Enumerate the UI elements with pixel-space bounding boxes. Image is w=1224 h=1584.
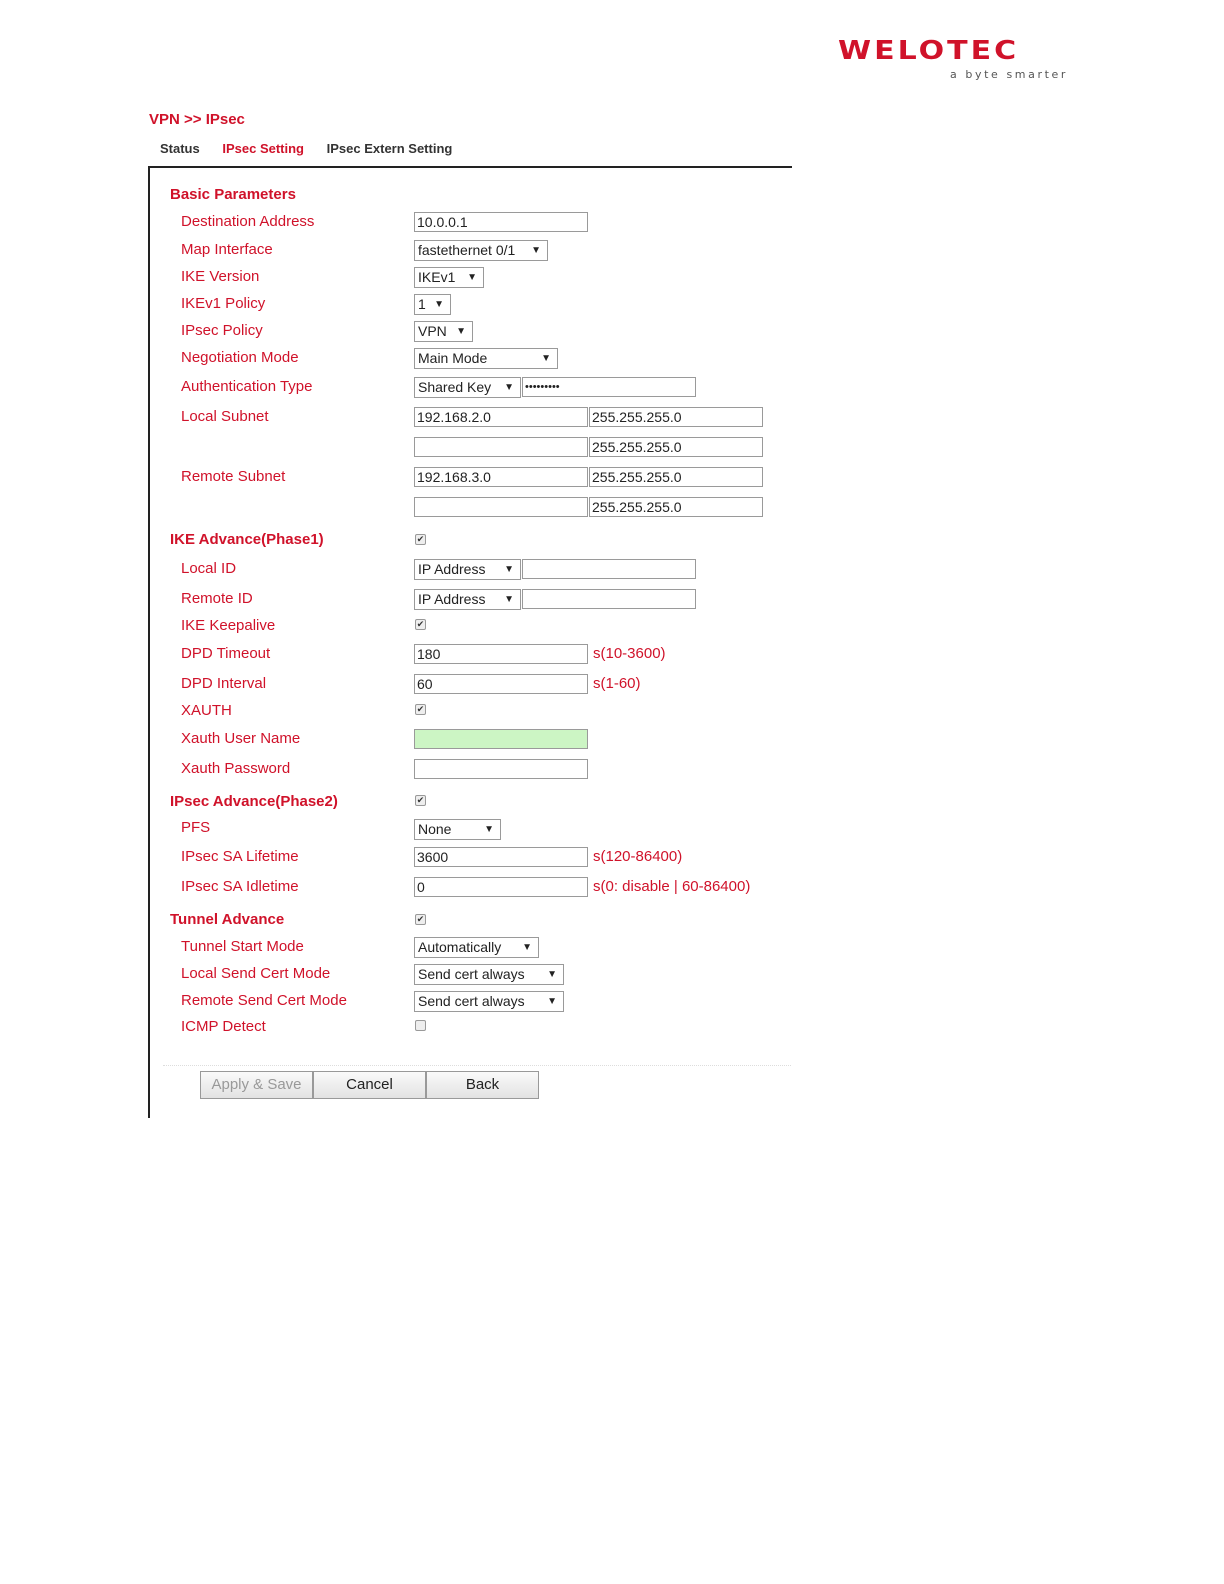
ipsec-sa-idletime-input[interactable]: 0 — [414, 877, 588, 897]
ike-advance-checkbox[interactable] — [415, 534, 426, 545]
ike-keepalive-checkbox[interactable] — [415, 619, 426, 630]
panel-top-border — [149, 166, 792, 168]
label-ike-version: IKE Version — [181, 268, 260, 285]
negotiation-mode-value: Main Mode — [418, 350, 488, 366]
remote-id-type-select[interactable] — [414, 589, 521, 610]
pfs-value: None — [418, 821, 452, 837]
ipsec-sa-lifetime-input[interactable]: 3600 — [414, 847, 588, 867]
label-remote-subnet: Remote Subnet — [181, 468, 286, 485]
ike-version-select[interactable] — [414, 267, 484, 288]
label-ipsec-sa-lifetime: IPsec SA Lifetime — [181, 848, 299, 865]
tab-status[interactable]: Status — [160, 141, 200, 156]
back-button[interactable]: Back — [426, 1071, 539, 1099]
remote-send-cert-mode-select[interactable] — [414, 991, 564, 1012]
label-local-subnet: Local Subnet — [181, 408, 269, 425]
label-ikev1-policy: IKEv1 Policy — [181, 295, 266, 312]
local-id-type-select[interactable] — [414, 559, 521, 580]
local-id-input[interactable] — [522, 559, 696, 579]
ike-version-value: IKEv1 — [418, 269, 456, 285]
label-xauth-password: Xauth Password — [181, 760, 291, 777]
apply-save-button[interactable]: Apply & Save — [200, 1071, 313, 1099]
dpd-timeout-input[interactable]: 180 — [414, 644, 588, 664]
ipsec-sa-idletime-hint: s(0: disable | 60-86400) — [593, 878, 751, 895]
xauth-password-input[interactable] — [414, 759, 588, 779]
chevron-down-icon: ▼ — [484, 824, 494, 835]
dpd-interval-input[interactable]: 60 — [414, 674, 588, 694]
xauth-user-name-input[interactable] — [414, 729, 588, 749]
cancel-button[interactable]: Cancel — [313, 1071, 426, 1099]
local-send-cert-mode-select[interactable] — [414, 964, 564, 985]
local-subnet-mask-input[interactable]: 255.255.255.0 — [589, 407, 763, 427]
label-xauth-user-name: Xauth User Name — [181, 730, 301, 747]
local-id-type-value: IP Address — [418, 561, 486, 577]
logo-tagline: a byte smarter — [949, 68, 1068, 81]
button-separator — [163, 1065, 791, 1066]
label-destination-address: Destination Address — [181, 213, 315, 230]
pfs-select[interactable] — [414, 819, 501, 840]
check-icon: ✔ — [416, 619, 425, 629]
label-pfs: PFS — [181, 819, 211, 836]
label-map-interface: Map Interface — [181, 241, 273, 258]
label-icmp-detect: ICMP Detect — [181, 1018, 266, 1035]
ipsec-policy-select[interactable] — [414, 321, 473, 342]
breadcrumb: VPN >> IPsec — [149, 111, 245, 128]
chevron-down-icon: ▼ — [504, 564, 514, 575]
label-dpd-interval: DPD Interval — [181, 675, 267, 692]
destination-address-input[interactable]: 10.0.0.1 — [414, 212, 588, 232]
section-tunnel-advance: Tunnel Advance — [170, 911, 285, 928]
ipsec-policy-value: VPN — [418, 323, 447, 339]
label-tunnel-start-mode: Tunnel Start Mode — [181, 938, 304, 955]
section-ike-advance: IKE Advance(Phase1) — [170, 531, 324, 548]
check-icon: ✔ — [416, 795, 425, 805]
chevron-down-icon: ▼ — [467, 272, 477, 283]
map-interface-select[interactable] — [414, 240, 548, 261]
label-local-send-cert-mode: Local Send Cert Mode — [181, 965, 331, 982]
remote-subnet-mask-input[interactable]: 255.255.255.0 — [589, 467, 763, 487]
chevron-down-icon: ▼ — [504, 382, 514, 393]
label-remote-id: Remote ID — [181, 590, 253, 607]
ikev1-policy-select[interactable] — [414, 294, 451, 315]
label-dpd-timeout: DPD Timeout — [181, 645, 271, 662]
ipsec-sa-lifetime-hint: s(120-86400) — [593, 848, 683, 865]
remote-id-type-value: IP Address — [418, 591, 486, 607]
panel-left-border — [148, 166, 150, 1118]
authentication-type-select[interactable] — [414, 377, 521, 398]
shared-key-input[interactable]: ••••••••• — [522, 377, 696, 397]
label-ike-keepalive: IKE Keepalive — [181, 617, 276, 634]
check-icon: ✔ — [416, 704, 425, 714]
check-icon: ✔ — [416, 914, 425, 924]
icmp-detect-checkbox[interactable] — [415, 1020, 426, 1031]
welotec-logo — [838, 36, 1074, 84]
ikev1-policy-value: 1 — [418, 296, 426, 312]
remote-id-input[interactable] — [522, 589, 696, 609]
tunnel-advance-checkbox[interactable] — [415, 914, 426, 925]
local-subnet-ip-input[interactable]: 192.168.2.0 — [414, 407, 588, 427]
local-subnet-ip-input-2[interactable] — [414, 437, 588, 457]
xauth-checkbox[interactable] — [415, 704, 426, 715]
label-ipsec-sa-idletime: IPsec SA Idletime — [181, 878, 299, 895]
tab-ipsec-setting[interactable]: IPsec Setting — [222, 141, 304, 156]
chevron-down-icon: ▼ — [547, 996, 557, 1007]
chevron-down-icon: ▼ — [531, 245, 541, 256]
tab-bar — [160, 141, 471, 156]
remote-subnet-mask-input-2[interactable]: 255.255.255.0 — [589, 497, 763, 517]
chevron-down-icon: ▼ — [522, 942, 532, 953]
local-send-cert-mode-value: Send cert always — [418, 966, 525, 982]
label-ipsec-policy: IPsec Policy — [181, 322, 263, 339]
chevron-down-icon: ▼ — [547, 969, 557, 980]
chevron-down-icon: ▼ — [504, 594, 514, 605]
chevron-down-icon: ▼ — [434, 299, 444, 310]
label-remote-send-cert-mode: Remote Send Cert Mode — [181, 992, 347, 1009]
negotiation-mode-select[interactable] — [414, 348, 558, 369]
local-subnet-mask-input-2[interactable]: 255.255.255.0 — [589, 437, 763, 457]
remote-subnet-ip-input-2[interactable] — [414, 497, 588, 517]
remote-subnet-ip-input[interactable]: 192.168.3.0 — [414, 467, 588, 487]
check-icon: ✔ — [416, 534, 425, 544]
label-negotiation-mode: Negotiation Mode — [181, 349, 299, 366]
tunnel-start-mode-value: Automatically — [418, 939, 502, 955]
dpd-timeout-hint: s(10-3600) — [593, 645, 666, 662]
tunnel-start-mode-select[interactable] — [414, 937, 539, 958]
ipsec-advance-checkbox[interactable] — [415, 795, 426, 806]
label-authentication-type: Authentication Type — [181, 378, 313, 395]
label-local-id: Local ID — [181, 560, 237, 577]
tab-ipsec-extern-setting[interactable]: IPsec Extern Setting — [326, 141, 453, 156]
remote-send-cert-mode-value: Send cert always — [418, 993, 525, 1009]
label-xauth: XAUTH — [181, 702, 232, 719]
chevron-down-icon: ▼ — [541, 353, 551, 364]
dpd-interval-hint: s(1-60) — [593, 675, 641, 692]
map-interface-value: fastethernet 0/1 — [418, 242, 516, 258]
section-ipsec-advance: IPsec Advance(Phase2) — [170, 793, 338, 810]
section-basic-parameters: Basic Parameters — [170, 186, 296, 203]
authentication-type-value: Shared Key — [418, 379, 492, 395]
logo-wordmark: WELOTEC — [838, 36, 1020, 66]
chevron-down-icon: ▼ — [456, 326, 466, 337]
